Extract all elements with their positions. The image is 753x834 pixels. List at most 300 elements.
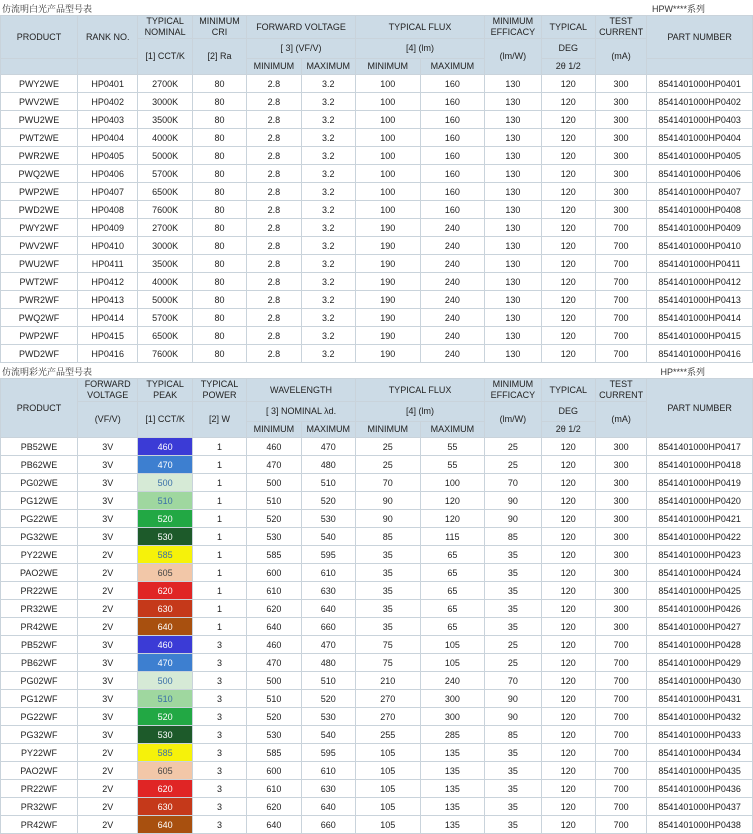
- table-cell: 120: [541, 474, 595, 492]
- table-cell: 35: [355, 618, 420, 636]
- header-typical-deg: TYPICAL: [541, 379, 595, 402]
- table-cell: HP0410: [77, 237, 138, 255]
- table-row: [1, 510, 753, 528]
- header-deg-label: DEG: [541, 39, 595, 59]
- header-part-blank: [647, 59, 753, 75]
- table-cell: 80: [192, 75, 246, 93]
- table-cell: 120: [541, 816, 595, 834]
- table-cell: 105: [355, 744, 420, 762]
- header-test-current: TEST CURRENT: [595, 16, 646, 39]
- table-cell: 470: [301, 636, 355, 654]
- table-cell: HP0403: [77, 111, 138, 129]
- color-light-table: [0, 378, 753, 834]
- table-cell: 300: [595, 564, 646, 582]
- table-cell: 25: [485, 456, 541, 474]
- table-row: [1, 129, 753, 147]
- peak-color-swatch: 605: [138, 564, 192, 582]
- table-cell: 1: [192, 564, 246, 582]
- table-cell: 8541401000HP0411: [647, 255, 753, 273]
- table-cell: 255: [355, 726, 420, 744]
- table-cell: 7600K: [138, 201, 192, 219]
- header-current-unit: (mA): [595, 39, 646, 75]
- table-cell: 130: [485, 255, 541, 273]
- table-cell: 700: [595, 744, 646, 762]
- table-cell: PR32WE: [1, 600, 78, 618]
- table-row: [1, 636, 753, 654]
- table-cell: 700: [595, 345, 646, 363]
- table-row: [1, 93, 753, 111]
- table-cell: 135: [420, 780, 485, 798]
- table-cell: 300: [595, 201, 646, 219]
- table-cell: 640: [247, 618, 301, 636]
- table-cell: 480: [301, 456, 355, 474]
- table-cell: PY22WE: [1, 546, 78, 564]
- table-cell: 300: [595, 600, 646, 618]
- table-cell: 130: [485, 219, 541, 237]
- table-cell: 120: [541, 147, 595, 165]
- table-row: [1, 672, 753, 690]
- table-cell: 460: [247, 438, 301, 456]
- table-cell: 4000K: [138, 273, 192, 291]
- table-cell: 35: [355, 564, 420, 582]
- table-cell: 120: [541, 201, 595, 219]
- table-cell: 8541401000HP0413: [647, 291, 753, 309]
- table-cell: 160: [420, 129, 485, 147]
- table-cell: 300: [595, 546, 646, 564]
- header-flux-max: MAXIMUM: [420, 59, 485, 75]
- table-cell: 90: [485, 510, 541, 528]
- table-cell: 470: [247, 456, 301, 474]
- table-cell: 120: [541, 618, 595, 636]
- table-cell: 510: [301, 672, 355, 690]
- table-cell: 3V: [77, 456, 138, 474]
- table-cell: 35: [355, 546, 420, 564]
- table-cell: 25: [485, 438, 541, 456]
- table-cell: 85: [485, 528, 541, 546]
- table-cell: PG02WE: [1, 474, 78, 492]
- table-cell: 240: [420, 273, 485, 291]
- table-cell: 2.8: [247, 309, 301, 327]
- table-row: [1, 111, 753, 129]
- header-typical-flux: TYPICAL FLUX: [355, 16, 484, 39]
- table-cell: 130: [485, 273, 541, 291]
- table-cell: 3.2: [301, 237, 355, 255]
- table-cell: 3: [192, 690, 246, 708]
- table-cell: 240: [420, 309, 485, 327]
- table-cell: 2V: [77, 564, 138, 582]
- table-cell: 300: [595, 111, 646, 129]
- table-cell: 3: [192, 672, 246, 690]
- table-cell: 300: [595, 510, 646, 528]
- table-cell: 2V: [77, 744, 138, 762]
- table-cell: 100: [355, 129, 420, 147]
- header-fv-max: MAXIMUM: [301, 59, 355, 75]
- peak-color-swatch: 620: [138, 582, 192, 600]
- table-cell: 190: [355, 345, 420, 363]
- white-table-body: [1, 75, 753, 363]
- table-cell: 35: [355, 582, 420, 600]
- table-cell: PB52WE: [1, 438, 78, 456]
- table-cell: 3.2: [301, 201, 355, 219]
- table-row: [1, 327, 753, 345]
- table-cell: PG32WE: [1, 528, 78, 546]
- table-cell: HP0408: [77, 201, 138, 219]
- table-cell: 100: [355, 165, 420, 183]
- table-cell: 460: [247, 636, 301, 654]
- table-cell: 25: [355, 456, 420, 474]
- header-typical-nominal: TYPICAL NOMINAL: [138, 16, 192, 39]
- table-cell: 2.8: [247, 345, 301, 363]
- header-minimum-efficacy: MINIMUM EFFICACY: [485, 379, 541, 402]
- table-cell: 120: [541, 456, 595, 474]
- table-cell: 300: [595, 528, 646, 546]
- table-cell: 1: [192, 492, 246, 510]
- table-cell: 120: [541, 798, 595, 816]
- table-cell: 190: [355, 255, 420, 273]
- peak-color-swatch: 500: [138, 474, 192, 492]
- table-cell: PWD2WF: [1, 345, 78, 363]
- table-cell: 120: [541, 546, 595, 564]
- table-cell: 3.2: [301, 93, 355, 111]
- table-cell: PR22WE: [1, 582, 78, 600]
- table-cell: PWQ2WE: [1, 165, 78, 183]
- table-cell: 700: [595, 327, 646, 345]
- peak-color-swatch: 470: [138, 456, 192, 474]
- table-cell: 120: [541, 438, 595, 456]
- peak-color-swatch: 530: [138, 726, 192, 744]
- table-cell: 35: [485, 780, 541, 798]
- table-row: [1, 438, 753, 456]
- table-cell: 8541401000HP0425: [647, 582, 753, 600]
- header-typical-peak: TYPICAL PEAK: [138, 379, 192, 402]
- peak-color-swatch: 585: [138, 546, 192, 564]
- table-cell: HP0407: [77, 183, 138, 201]
- table-cell: 120: [541, 237, 595, 255]
- table-cell: 2V: [77, 546, 138, 564]
- table-cell: 90: [355, 510, 420, 528]
- table-cell: 620: [247, 600, 301, 618]
- table-cell: 190: [355, 291, 420, 309]
- table-cell: 270: [355, 690, 420, 708]
- table-cell: 100: [355, 147, 420, 165]
- table-cell: 8541401000HP0402: [647, 93, 753, 111]
- table-cell: 700: [595, 672, 646, 690]
- table-row: [1, 291, 753, 309]
- table-cell: 8541401000HP0433: [647, 726, 753, 744]
- white-section-caption-bar: [0, 0, 753, 15]
- table-cell: 2.8: [247, 219, 301, 237]
- table-cell: 2.8: [247, 93, 301, 111]
- table-cell: 3500K: [138, 111, 192, 129]
- table-cell: 35: [485, 618, 541, 636]
- table-cell: 80: [192, 147, 246, 165]
- peak-color-swatch: 460: [138, 438, 192, 456]
- header-typical-flux: TYPICAL FLUX: [355, 379, 484, 402]
- table-cell: 8541401000HP0422: [647, 528, 753, 546]
- table-cell: 120: [541, 129, 595, 147]
- table-cell: 300: [595, 456, 646, 474]
- table-cell: 520: [247, 510, 301, 528]
- peak-color-swatch: 460: [138, 636, 192, 654]
- table-cell: 480: [301, 654, 355, 672]
- table-cell: 8541401000HP0436: [647, 780, 753, 798]
- table-cell: 240: [420, 219, 485, 237]
- header-fv-min: MINIMUM: [247, 59, 301, 75]
- table-row: [1, 255, 753, 273]
- table-cell: 55: [420, 438, 485, 456]
- table-cell: 120: [541, 582, 595, 600]
- table-cell: 510: [247, 690, 301, 708]
- table-cell: 8541401000HP0410: [647, 237, 753, 255]
- table-cell: 610: [301, 762, 355, 780]
- table-cell: 600: [247, 762, 301, 780]
- table-cell: 105: [355, 762, 420, 780]
- table-cell: 160: [420, 201, 485, 219]
- peak-color-swatch: 605: [138, 762, 192, 780]
- table-cell: 80: [192, 309, 246, 327]
- white-section-series: HPW****系列: [651, 4, 705, 14]
- table-cell: 120: [541, 654, 595, 672]
- peak-color-swatch: 470: [138, 654, 192, 672]
- table-cell: 3: [192, 798, 246, 816]
- table-cell: HP0413: [77, 291, 138, 309]
- table-cell: PG02WF: [1, 672, 78, 690]
- peak-color-swatch: 630: [138, 600, 192, 618]
- table-cell: PG22WF: [1, 708, 78, 726]
- table-cell: 135: [420, 744, 485, 762]
- header-minimum-cri: MINIMUM CRI: [192, 16, 246, 39]
- table-cell: 470: [247, 654, 301, 672]
- table-cell: 120: [541, 219, 595, 237]
- header-rank: RANK NO.: [77, 16, 138, 59]
- table-cell: 240: [420, 291, 485, 309]
- table-cell: PB52WF: [1, 636, 78, 654]
- table-cell: 80: [192, 183, 246, 201]
- table-cell: 90: [485, 492, 541, 510]
- table-cell: 2.8: [247, 75, 301, 93]
- table-cell: 3V: [77, 438, 138, 456]
- header-test-current: TEST CURRENT: [595, 379, 646, 402]
- header-deg-unit: 2θ 1/2: [541, 59, 595, 75]
- header-flux-unit: [4] (lm): [355, 39, 484, 59]
- table-cell: 90: [485, 690, 541, 708]
- table-cell: 35: [485, 744, 541, 762]
- table-cell: 120: [541, 690, 595, 708]
- table-cell: 8541401000HP0405: [647, 147, 753, 165]
- table-cell: 80: [192, 291, 246, 309]
- table-cell: 1: [192, 528, 246, 546]
- table-cell: 2.8: [247, 147, 301, 165]
- table-cell: 120: [541, 600, 595, 618]
- table-cell: 8541401000HP0403: [647, 111, 753, 129]
- color-section-caption-bar: [0, 363, 753, 378]
- table-cell: 700: [595, 690, 646, 708]
- table-cell: 3: [192, 636, 246, 654]
- table-cell: 470: [301, 438, 355, 456]
- table-cell: 700: [595, 255, 646, 273]
- table-cell: PWR2WE: [1, 147, 78, 165]
- table-cell: 630: [301, 582, 355, 600]
- table-cell: 3.2: [301, 147, 355, 165]
- table-cell: 120: [541, 762, 595, 780]
- table-cell: PWY2WE: [1, 75, 78, 93]
- table-cell: 8541401000HP0431: [647, 690, 753, 708]
- header-fv-unit: (VF/V): [77, 402, 138, 438]
- peak-color-swatch: 520: [138, 708, 192, 726]
- table-row: [1, 147, 753, 165]
- table-row: [1, 75, 753, 93]
- table-cell: 3V: [77, 708, 138, 726]
- table-cell: 105: [420, 654, 485, 672]
- table-cell: 75: [355, 636, 420, 654]
- table-cell: HP0405: [77, 147, 138, 165]
- table-cell: 3.2: [301, 255, 355, 273]
- table-cell: 700: [595, 636, 646, 654]
- table-cell: 300: [595, 93, 646, 111]
- table-row: [1, 816, 753, 834]
- table-cell: 80: [192, 111, 246, 129]
- table-cell: 585: [247, 546, 301, 564]
- table-cell: 25: [355, 438, 420, 456]
- table-cell: 1: [192, 582, 246, 600]
- header-flux-max: MAXIMUM: [420, 422, 485, 438]
- white-section-title: 仿流明白光产品型号表: [2, 4, 93, 14]
- table-cell: 700: [595, 273, 646, 291]
- table-cell: PWP2WE: [1, 183, 78, 201]
- table-cell: 240: [420, 327, 485, 345]
- table-cell: PR42WF: [1, 816, 78, 834]
- table-cell: 530: [247, 528, 301, 546]
- table-cell: 1: [192, 456, 246, 474]
- table-cell: 2V: [77, 816, 138, 834]
- table-cell: 300: [595, 147, 646, 165]
- table-row: [1, 219, 753, 237]
- table-cell: 8541401000HP0419: [647, 474, 753, 492]
- table-cell: 190: [355, 273, 420, 291]
- header-part-number: PART NUMBER: [647, 379, 753, 438]
- table-cell: 620: [247, 798, 301, 816]
- table-cell: HP0409: [77, 219, 138, 237]
- table-cell: 2.8: [247, 255, 301, 273]
- header-product: PRODUCT: [1, 379, 78, 438]
- header-forward-voltage: FORWARD VOLTAGE: [247, 16, 356, 39]
- table-cell: 700: [595, 798, 646, 816]
- table-cell: 130: [485, 165, 541, 183]
- table-cell: 120: [541, 672, 595, 690]
- table-cell: 540: [301, 726, 355, 744]
- table-cell: 3V: [77, 690, 138, 708]
- peak-color-swatch: 640: [138, 618, 192, 636]
- table-cell: 190: [355, 219, 420, 237]
- header-wl-max: MAXIMUM: [301, 422, 355, 438]
- table-cell: 270: [355, 708, 420, 726]
- table-cell: 240: [420, 672, 485, 690]
- header-peak-unit: [1] CCT/K: [138, 402, 192, 438]
- table-cell: 2.8: [247, 237, 301, 255]
- table-cell: PG22WE: [1, 510, 78, 528]
- table-cell: 135: [420, 762, 485, 780]
- table-cell: 120: [541, 510, 595, 528]
- table-cell: 190: [355, 309, 420, 327]
- table-cell: 700: [595, 291, 646, 309]
- table-cell: 8541401000HP0421: [647, 510, 753, 528]
- header-cri-unit: [2] Ra: [192, 39, 246, 75]
- table-cell: 3: [192, 744, 246, 762]
- table-cell: 35: [485, 600, 541, 618]
- table-cell: 65: [420, 546, 485, 564]
- table-cell: 85: [485, 726, 541, 744]
- table-cell: 160: [420, 165, 485, 183]
- table-cell: 6500K: [138, 183, 192, 201]
- table-cell: 105: [355, 816, 420, 834]
- table-cell: 8541401000HP0404: [647, 129, 753, 147]
- table-cell: 130: [485, 93, 541, 111]
- table-cell: 35: [485, 762, 541, 780]
- table-cell: 65: [420, 600, 485, 618]
- table-cell: 130: [485, 237, 541, 255]
- table-cell: 8541401000HP0429: [647, 654, 753, 672]
- table-cell: 130: [485, 129, 541, 147]
- table-cell: 8541401000HP0427: [647, 618, 753, 636]
- table-cell: 8541401000HP0416: [647, 345, 753, 363]
- header-typical-power: TYPICAL POWER: [192, 379, 246, 402]
- table-cell: PWV2WE: [1, 93, 78, 111]
- table-row: [1, 726, 753, 744]
- table-cell: 120: [541, 309, 595, 327]
- header-efficacy-unit: (lm/W): [485, 402, 541, 438]
- table-cell: 120: [541, 183, 595, 201]
- table-cell: 500: [247, 474, 301, 492]
- table-cell: 80: [192, 93, 246, 111]
- table-cell: 35: [485, 582, 541, 600]
- table-cell: PG32WF: [1, 726, 78, 744]
- table-cell: 80: [192, 237, 246, 255]
- peak-color-swatch: 630: [138, 798, 192, 816]
- table-cell: 610: [247, 780, 301, 798]
- table-cell: 300: [595, 438, 646, 456]
- table-cell: 70: [355, 474, 420, 492]
- header-wavelength: WAVELENGTH: [247, 379, 356, 402]
- table-cell: 520: [301, 492, 355, 510]
- table-cell: 510: [301, 474, 355, 492]
- table-cell: 5700K: [138, 309, 192, 327]
- table-cell: 700: [595, 780, 646, 798]
- table-cell: 520: [247, 708, 301, 726]
- table-cell: 90: [355, 492, 420, 510]
- table-cell: 3.2: [301, 183, 355, 201]
- table-cell: 300: [595, 129, 646, 147]
- table-cell: 3: [192, 762, 246, 780]
- header-rank-blank: [77, 59, 138, 75]
- table-row: [1, 237, 753, 255]
- header-forward-voltage: FORWARD VOLTAGE: [77, 379, 138, 402]
- table-cell: 8541401000HP0423: [647, 546, 753, 564]
- table-cell: PWV2WF: [1, 237, 78, 255]
- header-deg-label: DEG: [541, 402, 595, 422]
- table-row: [1, 564, 753, 582]
- table-cell: 530: [301, 708, 355, 726]
- table-cell: 70: [485, 672, 541, 690]
- table-cell: 6500K: [138, 327, 192, 345]
- table-cell: 130: [485, 309, 541, 327]
- table-cell: 35: [485, 546, 541, 564]
- table-cell: 610: [247, 582, 301, 600]
- table-cell: 210: [355, 672, 420, 690]
- table-cell: HP0416: [77, 345, 138, 363]
- table-cell: 35: [485, 816, 541, 834]
- table-cell: 3V: [77, 636, 138, 654]
- table-cell: 80: [192, 129, 246, 147]
